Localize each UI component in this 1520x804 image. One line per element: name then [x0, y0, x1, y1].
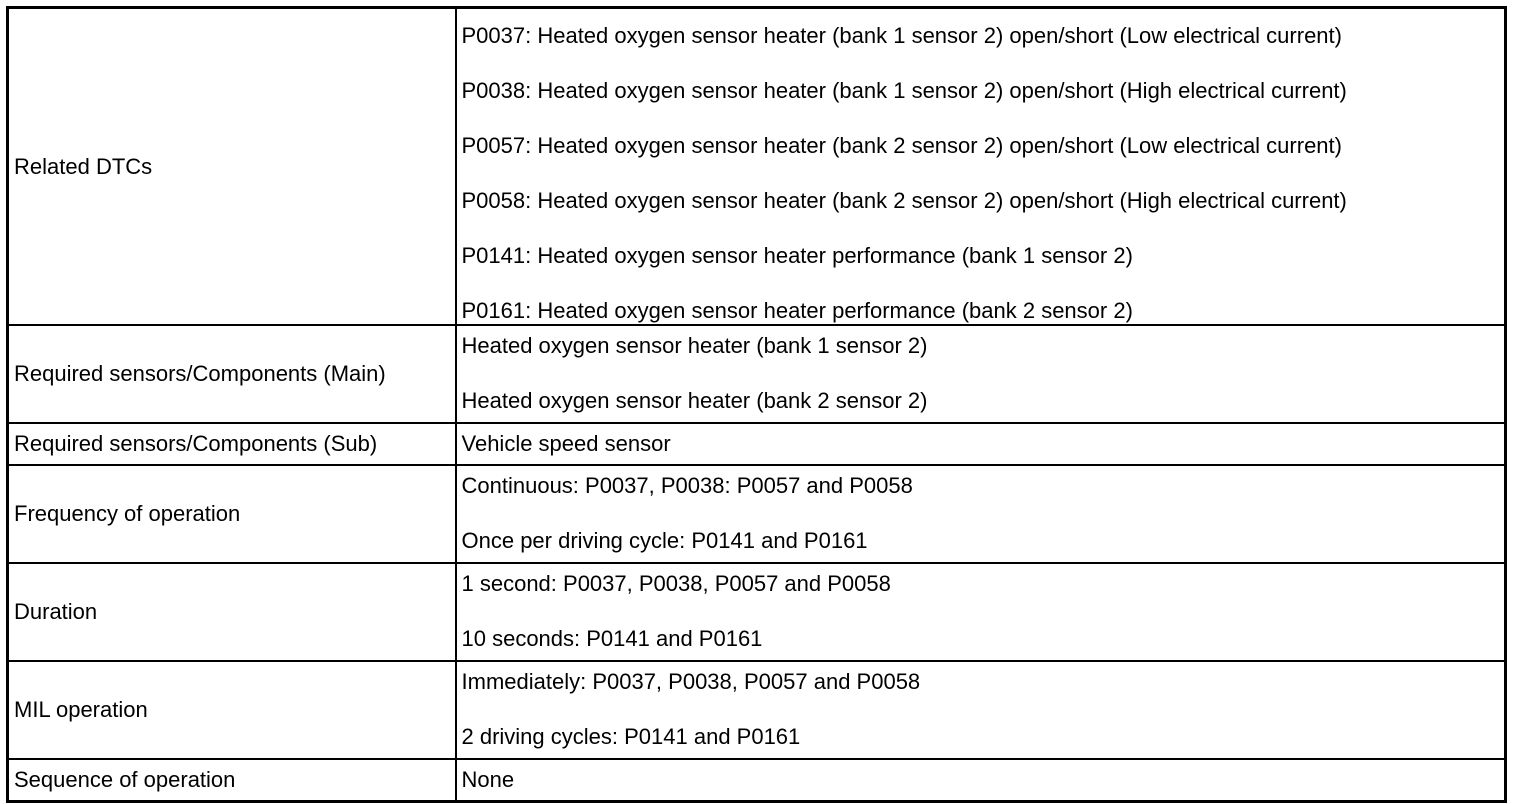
table-row-sequence	[8, 759, 1506, 801]
value-line: Heated oxygen sensor heater (bank 1 sensor 2)	[461, 333, 928, 358]
value-line: Vehicle speed sensor	[461, 431, 671, 456]
row-label: Required sensors/Components (Main)	[8, 325, 456, 423]
value-line: P0161: Heated oxygen sensor heater performance (bank 2 sensor 2)	[461, 298, 1133, 323]
value-line: P0058: Heated oxygen sensor heater (bank 2 sensor 2) open/short (High electrical current)	[461, 188, 1347, 213]
table-row-frequency	[8, 465, 1506, 563]
row-label: Duration	[8, 563, 456, 661]
row-value	[456, 759, 1506, 801]
row-value	[456, 661, 1506, 759]
row-label: Required sensors/Components (Sub)	[8, 423, 456, 465]
row-value	[456, 563, 1506, 661]
table-row-required-sub	[8, 423, 1506, 465]
row-label: Frequency of operation	[8, 465, 456, 563]
row-value	[456, 8, 1506, 326]
row-label: Sequence of operation	[8, 759, 456, 801]
row-value	[456, 423, 1506, 465]
table-row-duration	[8, 563, 1506, 661]
table-row-required-main	[8, 325, 1506, 423]
value-line: P0057: Heated oxygen sensor heater (bank 2 sensor 2) open/short (Low electrical current)	[461, 133, 1342, 158]
row-label: Related DTCs	[8, 8, 456, 326]
value-line: 2 driving cycles: P0141 and P0161	[461, 724, 801, 749]
value-line: P0141: Heated oxygen sensor heater performance (bank 1 sensor 2)	[461, 243, 1133, 268]
table-row-mil-operation	[8, 661, 1506, 759]
row-value	[456, 465, 1506, 563]
value-line: P0037: Heated oxygen sensor heater (bank 1 sensor 2) open/short (Low electrical current)	[461, 23, 1342, 48]
monitor-spec-table	[6, 6, 1507, 803]
value-line: Heated oxygen sensor heater (bank 2 sensor 2)	[461, 388, 928, 413]
value-line: 1 second: P0037, P0038, P0057 and P0058	[461, 571, 891, 596]
value-line: Immediately: P0037, P0038, P0057 and P0058	[461, 669, 921, 694]
row-label: MIL operation	[8, 661, 456, 759]
value-line: None	[461, 766, 515, 792]
table-row-related-dtcs	[8, 8, 1506, 326]
row-value	[456, 325, 1506, 423]
value-line: Continuous: P0037, P0038: P0057 and P0058	[461, 473, 913, 498]
value-line: Once per driving cycle: P0141 and P0161	[461, 528, 868, 553]
value-line: P0038: Heated oxygen sensor heater (bank 1 sensor 2) open/short (High electrical current)	[461, 78, 1347, 103]
value-line: 10 seconds: P0141 and P0161	[461, 626, 763, 651]
